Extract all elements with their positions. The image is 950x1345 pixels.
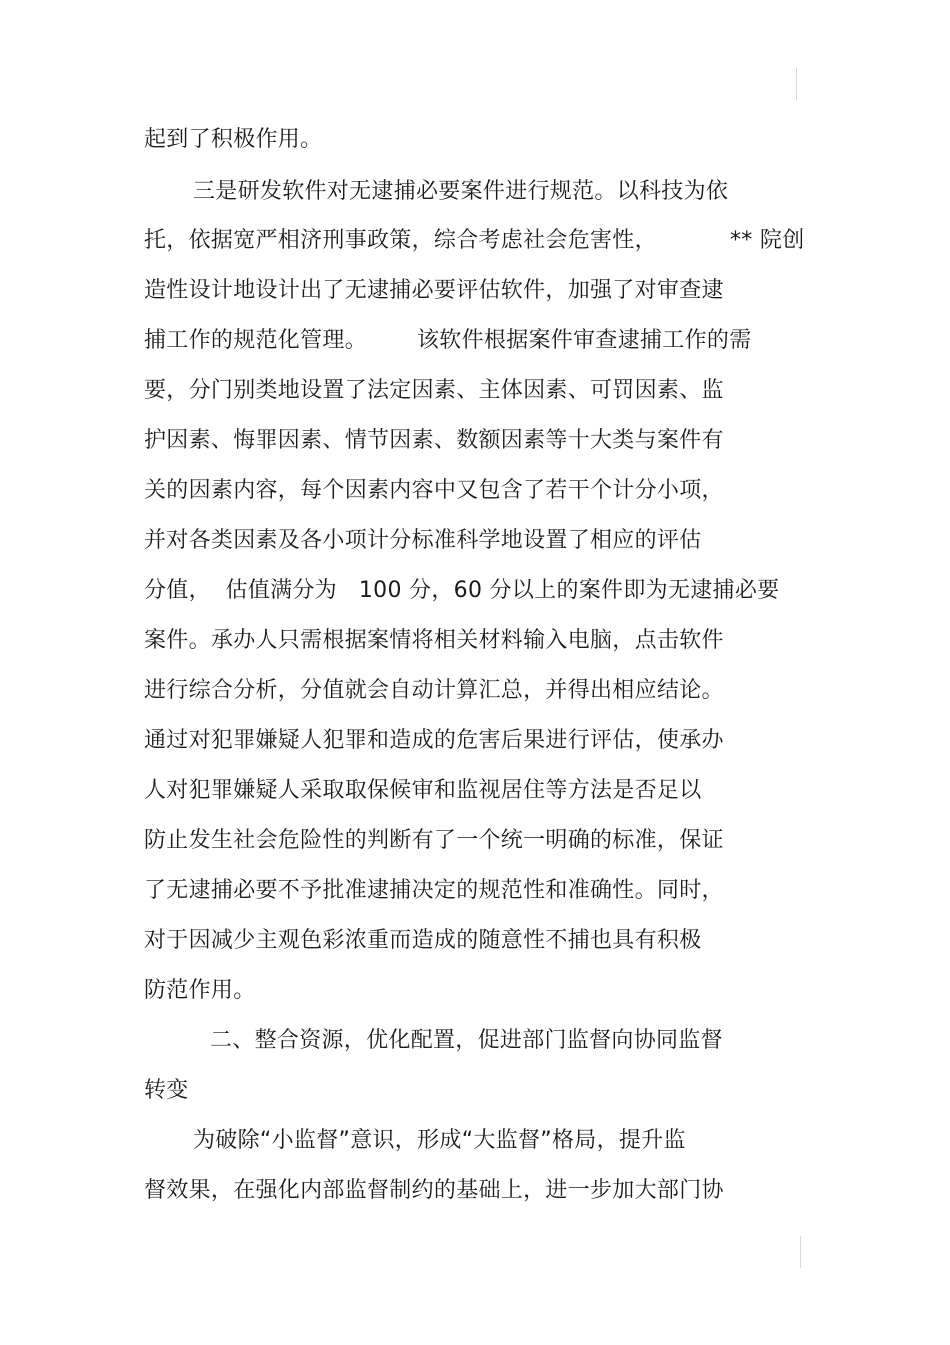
- text-line-3b: ** 院创: [730, 228, 805, 253]
- section-heading: 二、整合资源，优化配置，促进部门监督向协同监督: [210, 1028, 723, 1053]
- text-line-17: 对于因减少主观色彩浓重而造成的随意性不捕也具有积极: [144, 928, 702, 953]
- text-line-5: 捕工作的规范化管理。: [144, 328, 368, 353]
- text-line-12: 进行综合分析，分值就会自动计算汇总，并得出相应结论。: [144, 678, 724, 703]
- text-line-15: 防止发生社会危险性的判断有了一个统一明确的标准，保证: [144, 828, 724, 853]
- page-edge-mark-top: [796, 68, 797, 100]
- text-line-5b: 该软件根据案件审查逮捕工作的需: [417, 328, 752, 353]
- text-line-2: 三是研发软件对无逮捕必要案件进行规范。以科技为依: [193, 179, 729, 204]
- text-line-8: 关的因素内容，每个因素内容中又包含了若干个计分小项，: [144, 478, 724, 503]
- text-line-1: 起到了积极作用。: [144, 127, 323, 152]
- text-line-3: 托，依据宽严相济刑事政策，综合考虑社会危害性，: [144, 228, 657, 253]
- page-edge-mark-bottom: [800, 1236, 801, 1268]
- text-line-7: 护因素、悔罪因素、情节因素、数额因素等十大类与案件有: [144, 428, 724, 453]
- section-heading-cont: 转变: [144, 1078, 189, 1103]
- text-line-16: 了无逮捕必要不予批准逮捕决定的规范性和准确性。同时，: [144, 878, 724, 903]
- text-line-6: 要，分门别类地设置了法定因素、主体因素、可罚因素、监: [144, 378, 724, 403]
- text-line-18: 防范作用。: [144, 978, 256, 1003]
- text-line-22: 督效果，在强化内部监督制约的基础上，进一步加大部门协: [144, 1178, 724, 1203]
- text-line-9: 并对各类因素及各小项计分标准科学地设置了相应的评估: [144, 528, 702, 553]
- text-line-10: 分值， 估值满分为 100 分，60 分以上的案件即为无逮捕必要: [144, 578, 780, 603]
- text-line-11: 案件。承办人只需根据案情将相关材料输入电脑，点击软件: [144, 628, 724, 653]
- text-line-21: 为破除“小监督”意识，形成“大监督”格局，提升监: [193, 1128, 686, 1153]
- text-line-4: 造性设计地设计出了无逮捕必要评估软件，加强了对审查逮: [144, 278, 724, 303]
- text-line-14: 人对犯罪嫌疑人采取取保候审和监视居住等方法是否足以: [144, 778, 702, 803]
- text-line-13: 通过对犯罪嫌疑人犯罪和造成的危害后果进行评估，使承办: [144, 728, 724, 753]
